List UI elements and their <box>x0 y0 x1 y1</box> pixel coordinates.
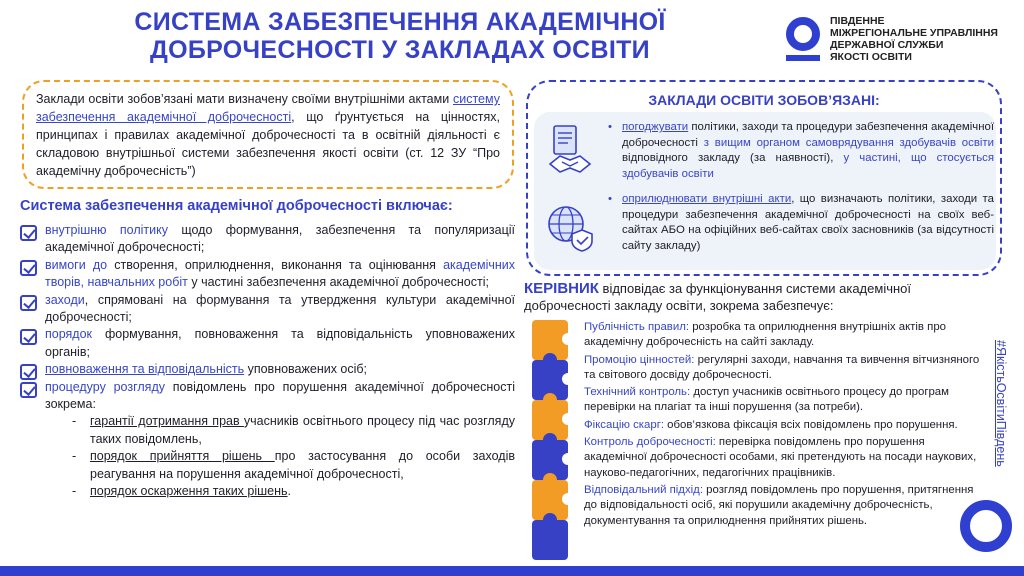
item-text: щодо формування, забезпечення та популяризації академічної доброчесності; <box>45 223 515 255</box>
head-intro <box>524 280 994 314</box>
logo-text-line: ЯКОСТІ ОСВІТИ <box>830 51 912 63</box>
logo-mark-icon <box>786 17 820 61</box>
resp-text: регулярні заходи, навчання та вивчення вітчизняного та світового досвіду доброчесності. <box>584 353 980 381</box>
bottom-bar <box>0 566 1024 576</box>
resp-text: перевірка повідомлень про порушення академічної доброчесності особами, які претендують на посади наукових, науково-педагогічних, педагогічних працівників. <box>584 436 977 479</box>
head-text: відповідає за функціонування системи академічної доброчесності закладу освіти, зокрема забезпечує: <box>524 281 911 313</box>
sub-text: про застосування до особи заходів реагування на порушення академічної доброчесності, <box>90 449 515 481</box>
logo <box>786 15 1024 75</box>
item-keyword: процедуру розгляду <box>45 379 165 394</box>
intro-text-rest: , що ґрунтується на цінностях, принципах і правилах академічної доброчесності та в освітній діяльності є складовою внутрішньої системи забезпечення якості освіти (ст. 12 ЗУ “Про академічну доброчесність”) <box>36 110 500 178</box>
obligation-text: , що визначають політики, заходи та процедури забезпечення академічної доброчесності на своїх веб-сайтах АБО на офіційних веб-сайтах своїх засновників (за відсутності сайту закладу) <box>622 193 994 252</box>
obligations-box <box>526 80 1002 276</box>
list-item <box>608 120 994 182</box>
item-text: , спрямовані на формування та утвердження культури академічної доброчесності; <box>45 292 515 325</box>
hashtag-text[interactable]: #ЯкістьОсвітиПівдень <box>994 340 1008 467</box>
title-line-1: СИСТЕМА ЗАБЕЗПЕЧЕННЯ АКАДЕМІЧНОЇ <box>134 8 666 36</box>
resp-keyword: Відповідальний підхід: <box>584 483 703 496</box>
item-keyword: заходи <box>45 292 85 307</box>
checkbox-icon <box>20 382 37 398</box>
list-item <box>584 435 984 481</box>
list-item <box>20 292 515 327</box>
head-keyword: КЕРІВНИК <box>524 280 599 297</box>
obligations-panel <box>534 112 996 270</box>
logo-text-line: МІЖРЕГІОНАЛЬНЕ УПРАВЛІННЯ <box>830 27 998 39</box>
logo-text-line: ПІВДЕННЕ <box>830 15 885 27</box>
item-keyword: вимоги до <box>45 257 108 272</box>
obligation-keyword: погоджувати <box>622 121 689 133</box>
sublist-item <box>70 483 515 500</box>
title-line-2: ДОБРОЧЕСНОСТІ У ЗАКЛАДАХ ОСВІТИ <box>150 36 650 64</box>
sub-keyword: гарантії дотримання прав <box>90 414 244 429</box>
item-text: створення, оприлюднення, виконання та оцінювання <box>107 257 444 272</box>
system-heading: Система забезпечення академічної доброчесності включає: <box>20 198 453 214</box>
resp-keyword: Публічність правил: <box>584 321 690 333</box>
sub-text: учасників освітнього процесу під час розгляду таких повідомлень, <box>90 414 515 446</box>
page-title <box>120 8 680 64</box>
obligations-list <box>608 120 994 264</box>
intro-highlight: систему забезпечення академічної доброчесності <box>36 92 500 124</box>
logo-text-line: ДЕРЖАВНОЇ СЛУЖБИ <box>830 39 944 51</box>
resp-text: розгляд повідомлень про порушення, притягнення до відповідальності осіб, які порушили академічну доброчесність, документування та оприлюднення прийнятих рішень. <box>584 483 974 527</box>
checkbox-icon <box>20 260 37 276</box>
obligations-title: ЗАКЛАДИ ОСВІТИ ЗОБОВ’ЯЗАНІ: <box>648 92 880 108</box>
puzzle-icon <box>532 320 572 560</box>
sublist-item <box>70 448 515 483</box>
sub-keyword: порядок прийняття рішень <box>90 449 275 464</box>
obligation-keyword: оприлюднювати внутрішні акти <box>622 193 792 205</box>
hashtag-link[interactable] <box>990 340 1012 485</box>
list-item <box>584 418 984 433</box>
resp-text: розробка та оприлюднення внутрішніх актів про академічну доброчесність на сайті закладу. <box>584 321 946 349</box>
item-text: формування, повноваження та відповідальність уповноважених органів; <box>45 327 515 359</box>
system-list <box>20 222 515 501</box>
intro-text: Заклади освіти зобов’язані мати визначену своїми внутрішніми актами <box>36 92 453 106</box>
list-item <box>584 483 984 529</box>
resp-keyword: Фіксацію скарг: <box>584 418 665 431</box>
list-item <box>20 257 515 292</box>
list-item <box>20 361 515 378</box>
checkbox-icon <box>20 329 37 345</box>
resp-keyword: Контроль доброчесності: <box>584 436 716 449</box>
checkbox-icon <box>20 295 37 311</box>
list-item <box>20 326 515 361</box>
sublist-item <box>70 413 515 448</box>
list-item <box>584 353 984 384</box>
obligation-keyword-3: у частині, що стосується здобувачів освіти <box>622 152 994 180</box>
item-text: уповноважених осіб; <box>244 362 368 377</box>
sub-text: . <box>287 484 292 499</box>
resp-text: обов’язкова фіксація всіх повідомлень про порушення. <box>664 418 958 431</box>
list-item <box>608 192 994 254</box>
item-text-2: у частині забезпечення академічної доброчесності; <box>187 275 489 290</box>
item-keyword: порядок <box>45 327 93 342</box>
resp-keyword: Промоцію цінностей: <box>584 353 695 366</box>
item-keyword: внутрішню політику <box>45 223 168 237</box>
list-item <box>584 385 984 416</box>
item-keyword: повноваження та відповідальність <box>45 362 245 377</box>
list-item <box>20 379 515 501</box>
item-keyword-2: академічних творів, навчальних робіт <box>45 257 515 290</box>
procedure-sublist <box>70 413 515 500</box>
checkbox-icon <box>20 225 37 241</box>
obligation-text: політики, заходи та процедури забезпечення академічної доброчесності <box>622 121 994 149</box>
list-item <box>584 320 984 351</box>
decorative-ring-icon <box>960 500 1012 552</box>
resp-keyword: Технічний контроль: <box>584 386 691 399</box>
obligation-keyword-2: з вищим органом самоврядування здобувачів освіти <box>703 136 994 149</box>
responsibilities-list <box>584 320 984 531</box>
resp-text: доступ учасників освітнього процесу до програм перевірки на плагіат та інші порушення (за потреби). <box>584 386 949 414</box>
sub-keyword: порядок оскарження таких рішень <box>90 484 288 499</box>
list-item <box>20 222 515 257</box>
intro-box <box>22 80 514 189</box>
globe-shield-icon <box>544 200 596 252</box>
document-handshake-icon <box>544 124 596 176</box>
obligation-text-2: відповідного закладу (за наявності), <box>622 152 844 164</box>
item-text: повідомлень про порушення академічної доброчесності зокрема: <box>45 379 515 412</box>
